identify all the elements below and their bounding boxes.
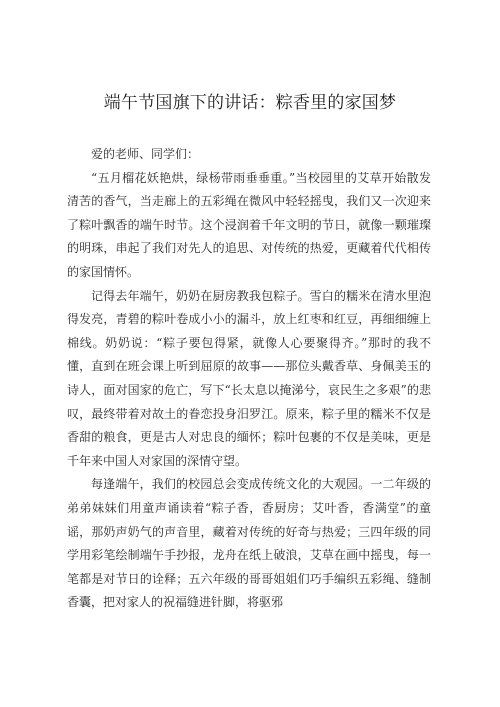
paragraph: “五月榴花妖艳烘，绿杨带雨垂垂重。”当校园里的艾草开始散发清苦的香气，当走廊上的五彩绳在微风中轻轻摇曳，我们又一次迎来了粽叶飘香的端午时节。这个浸润着千年文明的节日，就像一颗璀璨的明珠，串起了我们对先人的追思、对传统的热爱，更藏着代代相传的家国情怀。 (67, 170, 431, 279)
paragraph: 每逢端午，我们的校园总会变成传统文化的大观园。一二年级的弟弟妹妹们用童声诵读着“粽子香，香厨房；艾叶香，香满堂”的童谣，那奶声奶气的声音里，藏着对传统的好奇与热爱；三四年级的同学用彩笔绘制端午手抄报，龙舟在纸上破浪，艾草在画中摇曳，每一笔都是对节日的诠释；五六年级的哥哥姐姐们巧手编织五彩绳、缝制香囊，把对家人的祝福缝进针脚，将驱邪 (67, 477, 431, 610)
paragraph: 记得去年端午，奶奶在厨房教我包粽子。雪白的糯米在清水里泡得发亮，青碧的粽叶卷成小小的漏斗，放上红枣和红豆，再细细缠上棉线。奶奶说：“粽子要包得紧，就像人心要聚得齐。”那时的我不懂，直到在班会课上听到屈原的故事——那位头戴香草、身佩美玉的诗人，面对国家的危亡，写下“长太息以掩涕兮，哀民生之多艰”的悲叹，最终带着对故土的眷恋投身汨罗江。原来，粽子里的糯米不仅是香甜的粮食，更是古人对忠良的缅怀；粽叶包裹的不仅是美味，更是千年来中国人对家国的深情守望。 (67, 288, 431, 468)
document-title: 端午节国旗下的讲话：粽香里的家国梦 (103, 93, 397, 113)
salutation: 爱的老师、同学们： (91, 147, 200, 161)
document-body (67, 143, 431, 615)
